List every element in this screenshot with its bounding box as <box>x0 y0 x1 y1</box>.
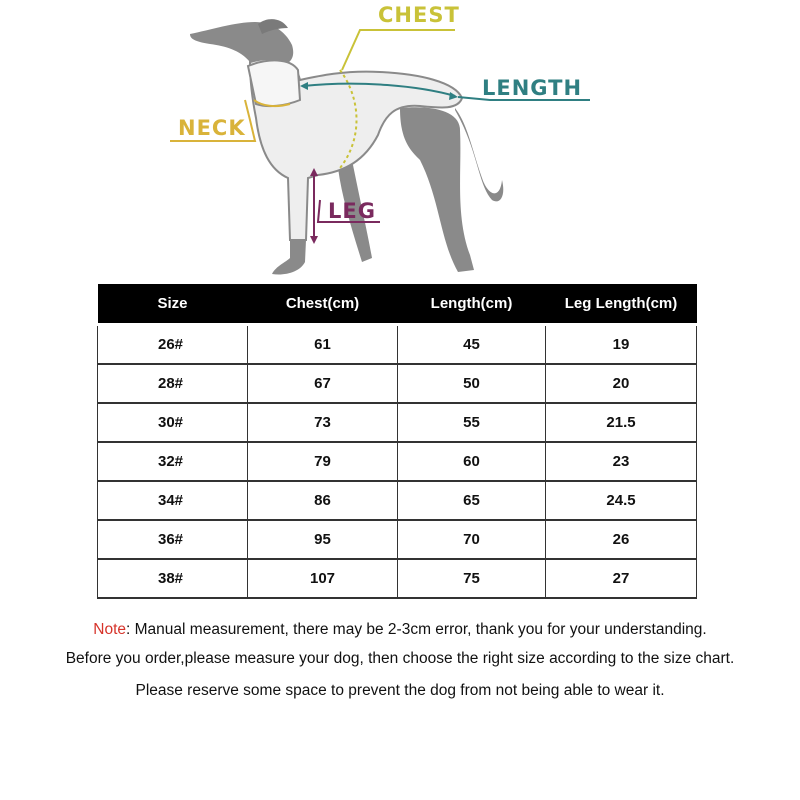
cell-leg-length: 26 <box>546 520 697 559</box>
header-size: Size <box>98 284 248 325</box>
instruction-line: Before you order,please measure your dog, then choose the right size according to the size chart. <box>65 650 735 667</box>
table-row <box>98 325 697 365</box>
cell-chest: 79 <box>248 442 398 481</box>
cell-leg-length: 21.5 <box>546 403 697 442</box>
cell-size: 32# <box>98 442 248 481</box>
note-text: : Manual measurement, there may be 2-3cm error, thank you for your understanding. <box>126 621 707 638</box>
cell-leg-length: 19 <box>546 325 697 365</box>
table-row <box>98 442 697 481</box>
reserve-space-line: Please reserve some space to prevent the dog from not being able to wear it. <box>135 682 665 699</box>
cell-size: 38# <box>98 559 248 598</box>
table-row <box>98 481 697 520</box>
cell-size: 28# <box>98 364 248 403</box>
dog-tail <box>455 108 503 201</box>
table-header-row <box>98 284 697 325</box>
dog-illustration <box>0 0 800 280</box>
cell-chest: 67 <box>248 364 398 403</box>
table-row <box>98 364 697 403</box>
dog-hind-leg <box>400 107 474 272</box>
dog-front-paw <box>272 240 306 275</box>
header-leg-length: Leg Length(cm) <box>546 284 697 325</box>
cell-leg-length: 23 <box>546 442 697 481</box>
size-chart-table <box>97 284 697 599</box>
cell-length: 60 <box>398 442 546 481</box>
note-line <box>0 621 800 639</box>
cell-chest: 86 <box>248 481 398 520</box>
chest-label: CHEST <box>378 3 460 27</box>
leg-label: LEG <box>328 199 376 223</box>
header-chest: Chest(cm) <box>248 284 398 325</box>
table-row <box>98 403 697 442</box>
cell-length: 50 <box>398 364 546 403</box>
measurement-diagram <box>0 0 800 280</box>
header-length: Length(cm) <box>398 284 546 325</box>
cell-leg-length: 20 <box>546 364 697 403</box>
cell-size: 26# <box>98 325 248 365</box>
cell-chest: 73 <box>248 403 398 442</box>
cell-chest: 61 <box>248 325 398 365</box>
cell-length: 65 <box>398 481 546 520</box>
cell-size: 36# <box>98 520 248 559</box>
neck-label: NECK <box>178 116 246 140</box>
cell-leg-length: 27 <box>546 559 697 598</box>
cell-leg-length: 24.5 <box>546 481 697 520</box>
cell-length: 75 <box>398 559 546 598</box>
dog-collar <box>248 60 300 106</box>
length-label: LENGTH <box>482 76 583 100</box>
cell-length: 45 <box>398 325 546 365</box>
cell-chest: 95 <box>248 520 398 559</box>
cell-size: 34# <box>98 481 248 520</box>
cell-size: 30# <box>98 403 248 442</box>
cell-length: 70 <box>398 520 546 559</box>
table-row <box>98 559 697 598</box>
note-prefix: Note <box>93 621 127 638</box>
cell-length: 55 <box>398 403 546 442</box>
table-row <box>98 520 697 559</box>
cell-chest: 107 <box>248 559 398 598</box>
